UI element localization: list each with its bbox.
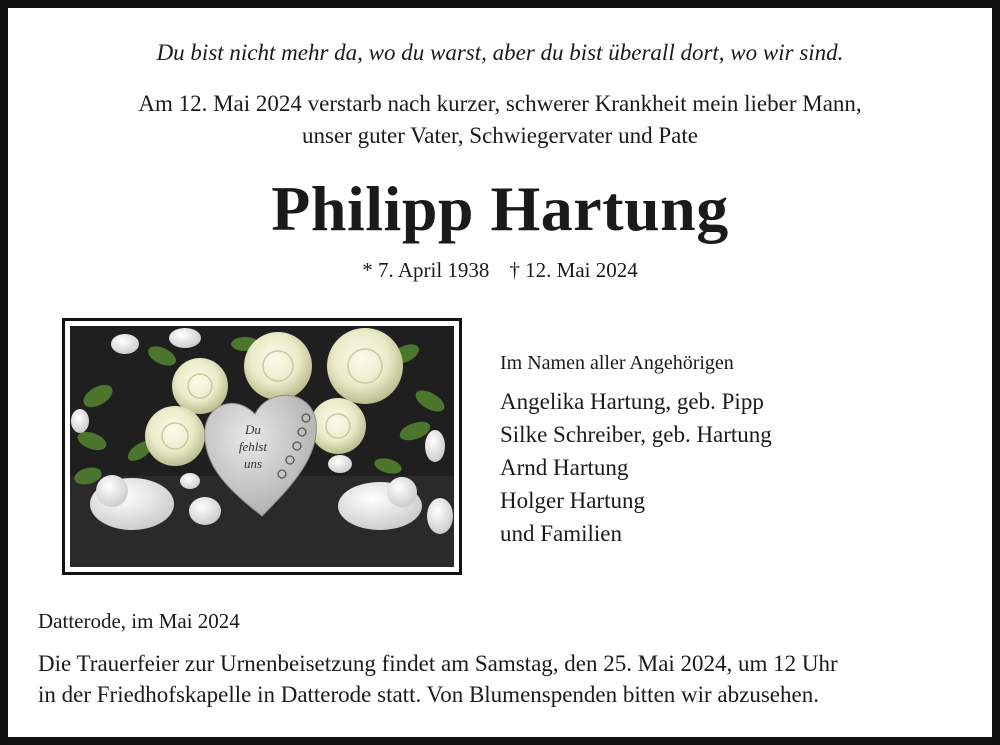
funeral-notice: [38, 648, 838, 710]
heart-text-line-3: uns: [243, 456, 263, 471]
life-dates: [0, 258, 1000, 283]
announcement-line-1: Am 12. Mai 2024 verstarb nach kurzer, schwerer Krankheit mein lieber Mann,: [138, 91, 862, 116]
announcement-line-2: unser guter Vater, Schwiegervater und Pate: [302, 123, 698, 148]
mourner-name: Arnd Hartung: [500, 455, 629, 480]
mourners-block: [500, 352, 772, 550]
birth-date: * 7. April 1938: [362, 258, 490, 282]
death-announcement: [0, 88, 1000, 152]
heart-text-line-2: fehlst: [238, 439, 268, 454]
mourners-intro: Im Namen aller Angehörigen: [500, 352, 734, 374]
funeral-notice-line-2: in der Friedhofskapelle in Datterode statt. Von Blumenspenden bitten wir abzusehen.: [38, 682, 819, 707]
place-and-date: Datterode, im Mai 2024: [38, 609, 240, 633]
mourner-name: Holger Hartung: [500, 488, 645, 513]
mourner-name: Angelika Hartung, geb. Pipp: [500, 389, 764, 414]
memorial-motto: Du bist nicht mehr da, wo du warst, aber du bist überall dort, wo wir sind.: [156, 40, 844, 65]
death-date: † 12. Mai 2024: [509, 258, 638, 282]
memorial-photo: [62, 318, 462, 575]
funeral-notice-line-1: Die Trauerfeier zur Urnenbeisetzung findet am Samstag, den 25. Mai 2024, um 12 Uhr: [38, 651, 838, 676]
deceased-name: Philipp Hartung: [271, 173, 729, 244]
mourner-name: Silke Schreiber, geb. Hartung: [500, 422, 772, 447]
mourner-name: und Familien: [500, 521, 623, 546]
heart-text-line-1: Du: [245, 422, 261, 437]
heart-roses-image: [70, 326, 454, 567]
